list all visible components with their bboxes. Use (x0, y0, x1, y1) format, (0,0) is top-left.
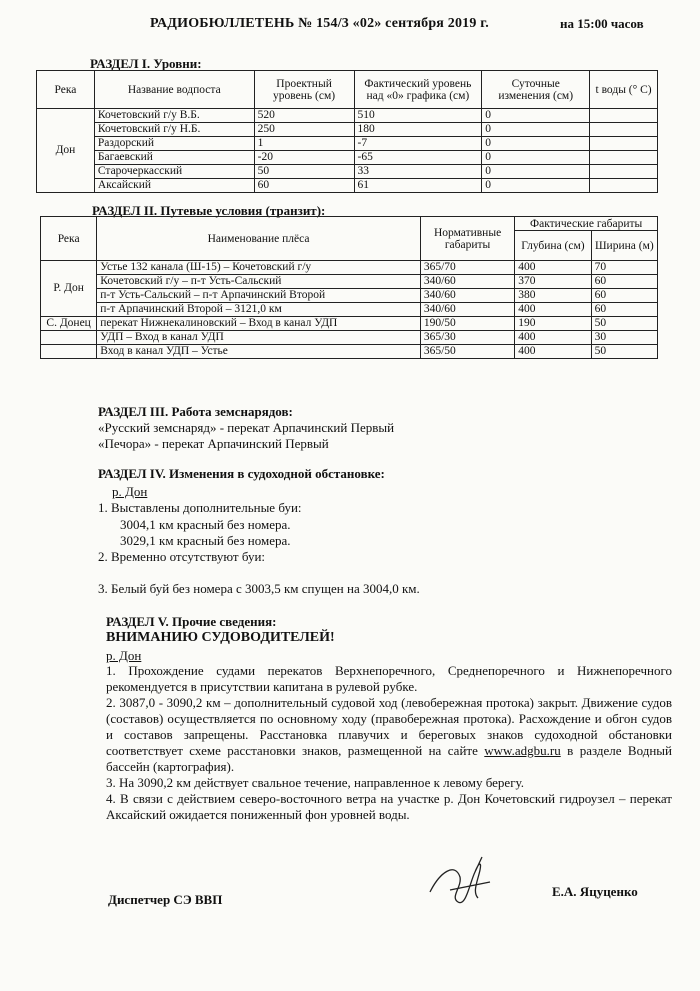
river-cell: Р. Дон (41, 261, 97, 317)
project-level: 60 (254, 179, 354, 193)
width-value: 60 (591, 275, 657, 289)
transit-table (40, 216, 658, 359)
daily-change: 0 (482, 109, 590, 123)
water-temp (590, 123, 658, 137)
section1-title: РАЗДЕЛ I. Уровни: (90, 56, 202, 71)
col-station: Название водпоста (94, 71, 254, 109)
attention-heading: ВНИМАНИЮ СУДОВОДИТЕЛЕЙ! (106, 630, 335, 645)
river-cell: С. Донец (41, 317, 97, 331)
width-value: 50 (591, 345, 657, 359)
stretch-name: п-т Арпачинский Второй – 3121,0 км (97, 303, 421, 317)
actual-level: -65 (354, 151, 482, 165)
section5-item3: 3. На 3090,2 км действует свальное течение, направленное к левому берегу. (106, 775, 524, 790)
project-level: 250 (254, 123, 354, 137)
actual-level: 180 (354, 123, 482, 137)
col-depth: Глубина (см) (515, 231, 591, 261)
project-level: 520 (254, 109, 354, 123)
depth-value: 400 (515, 345, 591, 359)
water-temp (590, 179, 658, 193)
table-row (37, 137, 658, 151)
col-daily-change: Суточные изменения (см) (482, 71, 590, 109)
daily-change: 0 (482, 137, 590, 151)
item2-text-end: в разделе Водный бассейн (картография). (106, 743, 672, 774)
stretch-name: п-т Усть-Сальский – п-т Арпачинский Второй (97, 289, 421, 303)
col-river: Река (37, 71, 95, 109)
signature-name: Е.А. Яцуценко (552, 884, 638, 899)
section3-title: РАЗДЕЛ III. Работа земснарядов: (98, 404, 293, 419)
col-width: Ширина (м) (591, 231, 657, 261)
station-name: Старочеркасский (94, 165, 254, 179)
station-name: Кочетовский г/у Н.Б. (94, 123, 254, 137)
width-value: 60 (591, 303, 657, 317)
col-stretch: Наименование плёса (97, 217, 421, 261)
actual-level: 61 (354, 179, 482, 193)
section5-river: р. Дон (106, 648, 142, 663)
section2-title: РАЗДЕЛ II. Путевые условия (транзит): (92, 203, 326, 218)
river-cell: Дон (37, 109, 95, 193)
actual-level: 33 (354, 165, 482, 179)
table-row (41, 317, 658, 331)
norm-value: 340/60 (420, 289, 514, 303)
stretch-name: Вход в канал УДП – Устье (97, 345, 421, 359)
site-link[interactable]: www.adgbu.ru (484, 743, 561, 758)
section5-title: РАЗДЕЛ V. Прочие сведения: (106, 614, 277, 629)
table-row (41, 331, 658, 345)
water-temp (590, 165, 658, 179)
table-row (41, 303, 658, 317)
signature-label: Диспетчер СЭ ВВП (108, 892, 223, 907)
col-norm: Нормативные габариты (420, 217, 514, 261)
table-row (37, 109, 658, 123)
width-value: 70 (591, 261, 657, 275)
section5-item4: 4. В связи с действием северо-восточного ветра на участке р. Дон Кочетовский гидроузел – перекат Аксайский ожидается пониженный фон уровней воды. (106, 791, 672, 822)
section4-item2: 2. Временно отсутствуют буи: (98, 549, 266, 564)
width-value: 50 (591, 317, 657, 331)
table-row (37, 179, 658, 193)
river-cell-empty (41, 345, 97, 359)
table-row (41, 261, 658, 275)
col-actual-level: Фактический уровень над «0» графика (см) (354, 71, 482, 109)
daily-change: 0 (482, 179, 590, 193)
project-level: 50 (254, 165, 354, 179)
table-row (37, 151, 658, 165)
water-temp (590, 109, 658, 123)
norm-value: 190/50 (420, 317, 514, 331)
norm-value: 340/60 (420, 275, 514, 289)
table-row (41, 275, 658, 289)
daily-change: 0 (482, 165, 590, 179)
river-cell-empty (41, 331, 97, 345)
station-name: Кочетовский г/у В.Б. (94, 109, 254, 123)
section4-item3: 3. Белый буй без номера с 3003,5 км спущен на 3004,0 км. (98, 581, 420, 596)
table-row (41, 345, 658, 359)
depth-value: 400 (515, 303, 591, 317)
water-temp (590, 151, 658, 165)
section4-title: РАЗДЕЛ IV. Изменения в судоходной обстановке: (98, 466, 385, 481)
water-temp (590, 137, 658, 151)
station-name: Аксайский (94, 179, 254, 193)
stretch-name: УДП – Вход в канал УДП (97, 331, 421, 345)
table-row (37, 165, 658, 179)
station-name: Багаевский (94, 151, 254, 165)
section4-item1a: 3004,1 км красный без номера. (120, 517, 291, 532)
col-river: Река (41, 217, 97, 261)
section5-list (106, 663, 672, 823)
project-level: -20 (254, 151, 354, 165)
daily-change: 0 (482, 123, 590, 137)
col-actual: Фактические габариты (515, 217, 658, 231)
depth-value: 400 (515, 331, 591, 345)
norm-value: 365/30 (420, 331, 514, 345)
section4-item1b: 3029,1 км красный без номера. (120, 533, 291, 548)
stretch-name: перекат Нижнекалиновский – Вход в канал УДП (97, 317, 421, 331)
section4-river: р. Дон (112, 484, 148, 499)
col-project-level: Проектный уровень (см) (254, 71, 354, 109)
width-value: 60 (591, 289, 657, 303)
depth-value: 370 (515, 275, 591, 289)
actual-level: -7 (354, 137, 482, 151)
norm-value: 365/50 (420, 345, 514, 359)
bulletin-time: на 15:00 часов (560, 16, 644, 31)
dredger-line-1: «Русский земснаряд» - перекат Арпачинский Первый (98, 420, 395, 435)
stretch-name: Устье 132 канала (Ш-15) – Кочетовский г/у (97, 261, 421, 275)
width-value: 30 (591, 331, 657, 345)
project-level: 1 (254, 137, 354, 151)
station-name: Раздорский (94, 137, 254, 151)
dredger-line-2: «Печора» - перекат Арпачинский Первый (98, 436, 329, 451)
norm-value: 365/70 (420, 261, 514, 275)
table-row (37, 123, 658, 137)
depth-value: 190 (515, 317, 591, 331)
item2-text: 2. 3087,0 - 3090,2 км – дополнительный судовой ход (левобережная протока) закрыт. Движение судов (составов) осуществляется по основному ходу (правобережная протока). Расхождение и обгон судов и составов запрещены. Расстановка плавучих и береговых знаков судоходной обстановки соответствует схеме расстановки знаков, размещенной на сайте (106, 695, 672, 758)
signature-scribble-icon (420, 852, 510, 912)
daily-change: 0 (482, 151, 590, 165)
stretch-name: Кочетовский г/у – п-т Усть-Сальский (97, 275, 421, 289)
norm-value: 340/60 (420, 303, 514, 317)
section4-item1: 1. Выставлены дополнительные буи: (98, 500, 302, 515)
col-water-temp: t воды (° С) (590, 71, 658, 109)
bulletin-title: РАДИОБЮЛЛЕТЕНЬ № 154/3 «02» сентября 2019 г. (150, 16, 489, 31)
table-row (41, 289, 658, 303)
depth-value: 380 (515, 289, 591, 303)
levels-table (36, 70, 658, 193)
depth-value: 400 (515, 261, 591, 275)
section5-item2 (106, 695, 672, 775)
section5-item1: 1. Прохождение судами перекатов Верхнепоречного, Среднепоречного и Нижнепоречного рекомендуется в присутствии капитана в рулевой рубке. (106, 663, 672, 694)
actual-level: 510 (354, 109, 482, 123)
